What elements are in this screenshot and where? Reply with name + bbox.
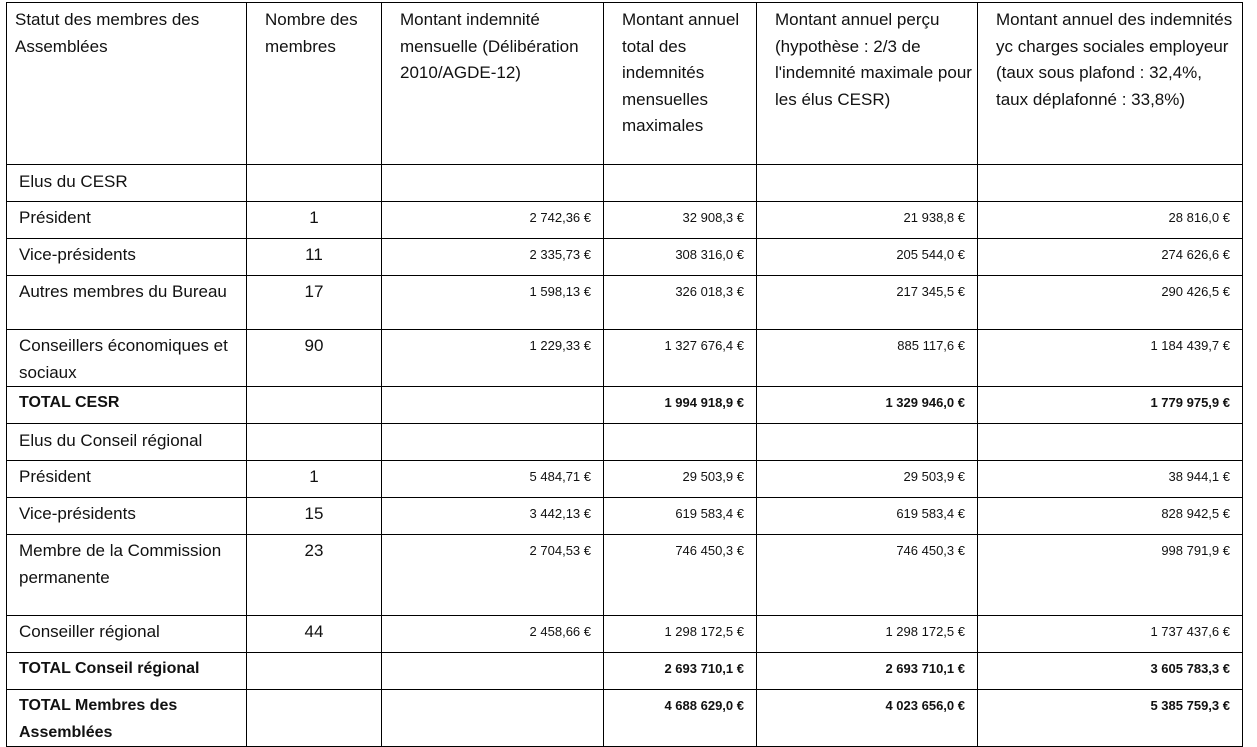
total-row <box>7 690 1243 747</box>
row-monthly: 2 742,36 € <box>382 202 604 239</box>
row-label: TOTAL Membres des Assemblées <box>7 690 247 747</box>
row-label: Autres membres du Bureau <box>7 276 247 330</box>
row-label: Elus du CESR <box>7 165 247 202</box>
row-annual-with-charges: 5 385 759,3 € <box>978 690 1243 747</box>
row-monthly: 1 229,33 € <box>382 330 604 387</box>
row-members <box>247 690 382 747</box>
row-members: 90 <box>247 330 382 387</box>
header-annuel-charges: Montant annuel des indemnités yc charges sociales employeur (taux sous plafond : 32,4%, taux déplafonné : 33,8%) <box>978 3 1243 165</box>
table-row <box>7 498 1243 535</box>
row-label: Elus du Conseil régional <box>7 424 247 461</box>
row-label: Président <box>7 461 247 498</box>
row-annual-with-charges: 1 184 439,7 € <box>978 330 1243 387</box>
row-annual-with-charges <box>978 165 1243 202</box>
row-annual-received: 1 298 172,5 € <box>757 616 978 653</box>
row-label: Conseiller régional <box>7 616 247 653</box>
row-annual-with-charges: 28 816,0 € <box>978 202 1243 239</box>
total-row <box>7 387 1243 424</box>
row-annual-with-charges: 1 779 975,9 € <box>978 387 1243 424</box>
row-monthly <box>382 424 604 461</box>
row-members <box>247 387 382 424</box>
row-annual-total: 746 450,3 € <box>604 535 757 616</box>
header-statut: Statut des membres des Assemblées <box>7 3 247 165</box>
row-annual-received: 4 023 656,0 € <box>757 690 978 747</box>
table-row <box>7 330 1243 387</box>
row-monthly: 5 484,71 € <box>382 461 604 498</box>
table-row <box>7 239 1243 276</box>
row-annual-received <box>757 424 978 461</box>
row-label: Conseillers économiques et sociaux <box>7 330 247 387</box>
row-annual-with-charges: 1 737 437,6 € <box>978 616 1243 653</box>
row-members <box>247 424 382 461</box>
section-row <box>7 424 1243 461</box>
row-annual-total: 4 688 629,0 € <box>604 690 757 747</box>
row-annual-received: 217 345,5 € <box>757 276 978 330</box>
row-annual-received: 2 693 710,1 € <box>757 653 978 690</box>
row-label: TOTAL Conseil régional <box>7 653 247 690</box>
row-annual-received: 21 938,8 € <box>757 202 978 239</box>
row-annual-with-charges: 274 626,6 € <box>978 239 1243 276</box>
row-members: 11 <box>247 239 382 276</box>
header-annuel-total: Montant annuel total des indemnités mensuelles maximales <box>604 3 757 165</box>
row-label: Vice-présidents <box>7 498 247 535</box>
row-annual-total: 29 503,9 € <box>604 461 757 498</box>
row-label: TOTAL CESR <box>7 387 247 424</box>
row-annual-total: 1 298 172,5 € <box>604 616 757 653</box>
section-row <box>7 165 1243 202</box>
row-annual-total: 1 994 918,9 € <box>604 387 757 424</box>
row-members: 44 <box>247 616 382 653</box>
row-label: Président <box>7 202 247 239</box>
row-annual-total: 32 908,3 € <box>604 202 757 239</box>
row-annual-with-charges: 828 942,5 € <box>978 498 1243 535</box>
indemnities-table <box>6 2 1243 747</box>
table-row <box>7 616 1243 653</box>
row-annual-received: 619 583,4 € <box>757 498 978 535</box>
row-monthly: 1 598,13 € <box>382 276 604 330</box>
row-annual-total: 1 327 676,4 € <box>604 330 757 387</box>
header-nombre: Nombre des membres <box>247 3 382 165</box>
row-members: 1 <box>247 461 382 498</box>
row-monthly <box>382 653 604 690</box>
table-header-row <box>7 3 1243 165</box>
row-annual-with-charges: 38 944,1 € <box>978 461 1243 498</box>
row-annual-total <box>604 424 757 461</box>
table-row <box>7 461 1243 498</box>
row-annual-received: 885 117,6 € <box>757 330 978 387</box>
row-members: 17 <box>247 276 382 330</box>
row-monthly: 2 335,73 € <box>382 239 604 276</box>
row-monthly <box>382 387 604 424</box>
row-annual-total: 619 583,4 € <box>604 498 757 535</box>
row-members <box>247 165 382 202</box>
row-monthly: 3 442,13 € <box>382 498 604 535</box>
row-label: Membre de la Commission permanente <box>7 535 247 616</box>
table-row <box>7 202 1243 239</box>
row-monthly <box>382 690 604 747</box>
row-annual-total: 326 018,3 € <box>604 276 757 330</box>
row-members: 15 <box>247 498 382 535</box>
row-annual-received <box>757 165 978 202</box>
row-annual-with-charges: 998 791,9 € <box>978 535 1243 616</box>
row-annual-total <box>604 165 757 202</box>
header-indemnite-mensuelle: Montant indemnité mensuelle (Délibération 2010/AGDE-12) <box>382 3 604 165</box>
header-annuel-percu: Montant annuel perçu (hypothèse : 2/3 de l'indemnité maximale pour les élus CESR) <box>757 3 978 165</box>
row-monthly: 2 458,66 € <box>382 616 604 653</box>
table-row <box>7 276 1243 330</box>
table-row <box>7 535 1243 616</box>
row-annual-received: 746 450,3 € <box>757 535 978 616</box>
row-members: 23 <box>247 535 382 616</box>
row-annual-received: 29 503,9 € <box>757 461 978 498</box>
row-annual-received: 1 329 946,0 € <box>757 387 978 424</box>
row-monthly: 2 704,53 € <box>382 535 604 616</box>
row-annual-received: 205 544,0 € <box>757 239 978 276</box>
row-annual-total: 2 693 710,1 € <box>604 653 757 690</box>
row-annual-with-charges <box>978 424 1243 461</box>
total-row <box>7 653 1243 690</box>
row-annual-total: 308 316,0 € <box>604 239 757 276</box>
row-monthly <box>382 165 604 202</box>
row-members: 1 <box>247 202 382 239</box>
row-label: Vice-présidents <box>7 239 247 276</box>
row-members <box>247 653 382 690</box>
row-annual-with-charges: 3 605 783,3 € <box>978 653 1243 690</box>
row-annual-with-charges: 290 426,5 € <box>978 276 1243 330</box>
